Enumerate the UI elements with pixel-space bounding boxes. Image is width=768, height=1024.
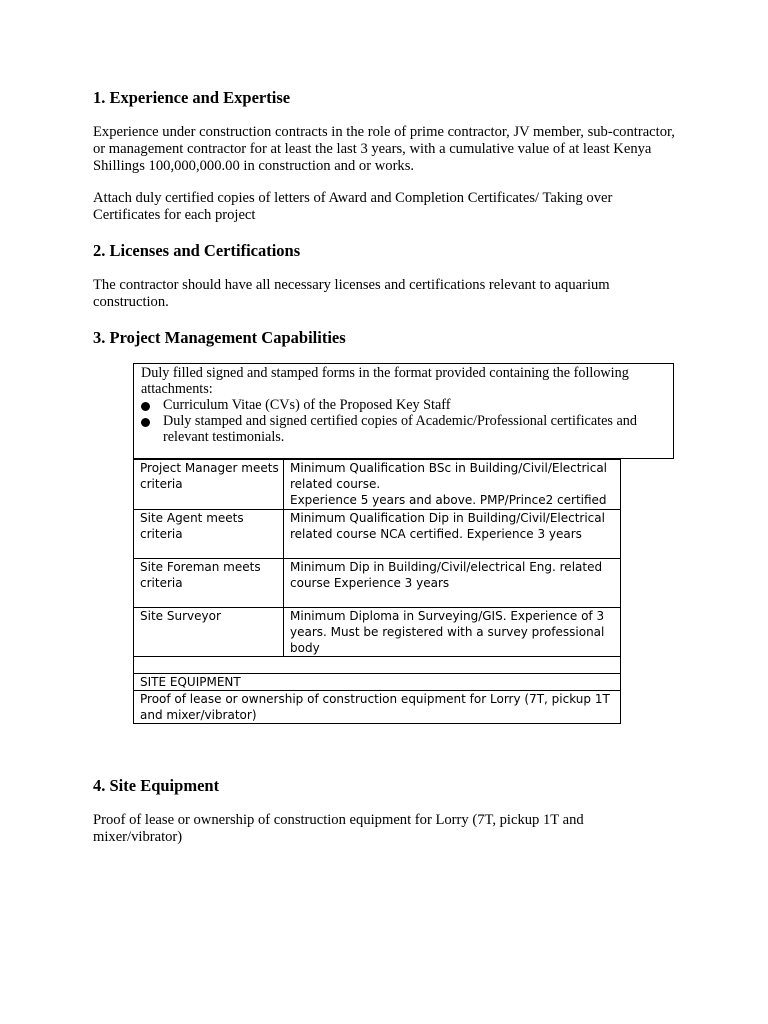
section-heading-project-management: 3. Project Management Capabilities [93, 328, 346, 347]
requirement-cell [284, 460, 621, 510]
requirement-cell: Minimum Dip in Building/Civil/electrical Eng. related course Experience 3 years [284, 559, 621, 608]
requirement-cell: Minimum Diploma in Surveying/GIS. Experience of 3 years. Must be registered with a survey professional body [284, 608, 621, 657]
bullet-icon [141, 402, 150, 411]
table-row [134, 608, 621, 657]
role-cell: Site Foreman meets criteria [134, 559, 284, 608]
attachments-intro: Duly filled signed and stamped forms in the format provided containing the following attachments: [141, 365, 629, 397]
attachment-item-text: Duly stamped and signed certified copies of Academic/Professional certificates and relevant testimonials. [163, 413, 637, 445]
requirement-line: Minimum Qualification BSc in Building/Civil/Electrical related course. [290, 461, 608, 491]
table-row [134, 510, 621, 559]
attach-certificates-paragraph: Attach duly certified copies of letters of Award and Completion Certificates/ Taking over Certificates for each project [93, 190, 613, 223]
table-row [134, 460, 621, 510]
attachment-item-text: Curriculum Vitae (CVs) of the Proposed Key Staff [163, 397, 451, 413]
attachment-item [141, 413, 667, 445]
role-cell: Project Manager meets criteria [134, 460, 284, 510]
table-row [134, 559, 621, 608]
table-row-empty [134, 657, 621, 674]
section-heading-site-equipment: 4. Site Equipment [93, 776, 220, 795]
licenses-paragraph: The contractor should have all necessary licenses and certifications relevant to aquarium construction. [93, 277, 610, 310]
table-row [134, 674, 621, 691]
requirement-cell: Minimum Qualification Dip in Building/Civil/Electrical related course NCA certified. Experience 3 years [284, 510, 621, 559]
section-heading-licenses: 2. Licenses and Certifications [93, 241, 301, 260]
attachments-list [141, 397, 667, 445]
table-row [134, 691, 621, 724]
empty-cell [134, 657, 621, 674]
requirement-line: Experience 5 years and above. PMP/Prince2 certified [290, 493, 607, 507]
role-cell: Site Agent meets criteria [134, 510, 284, 559]
section-heading-experience: 1. Experience and Expertise [93, 88, 291, 107]
equipment-text-cell: Proof of lease or ownership of construction equipment for Lorry (7T, pickup 1T and mixer/vibrator) [134, 691, 621, 724]
attachment-item [141, 397, 667, 413]
key-staff-table [133, 459, 621, 724]
bullet-icon [141, 418, 150, 427]
site-equipment-paragraph: Proof of lease or ownership of construction equipment for Lorry (7T, pickup 1T and mixer/vibrator) [93, 812, 584, 845]
attachments-box [133, 363, 674, 459]
role-cell: Site Surveyor [134, 608, 284, 657]
experience-paragraph: Experience under construction contracts in the role of prime contractor, JV member, sub-contractor, or management contractor for at least the last 3 years, with a cumulative value of at least Kenya Shillings 100,000,000.00 in construction and or works. [93, 124, 675, 174]
equipment-heading-cell: SITE EQUIPMENT [134, 674, 621, 691]
